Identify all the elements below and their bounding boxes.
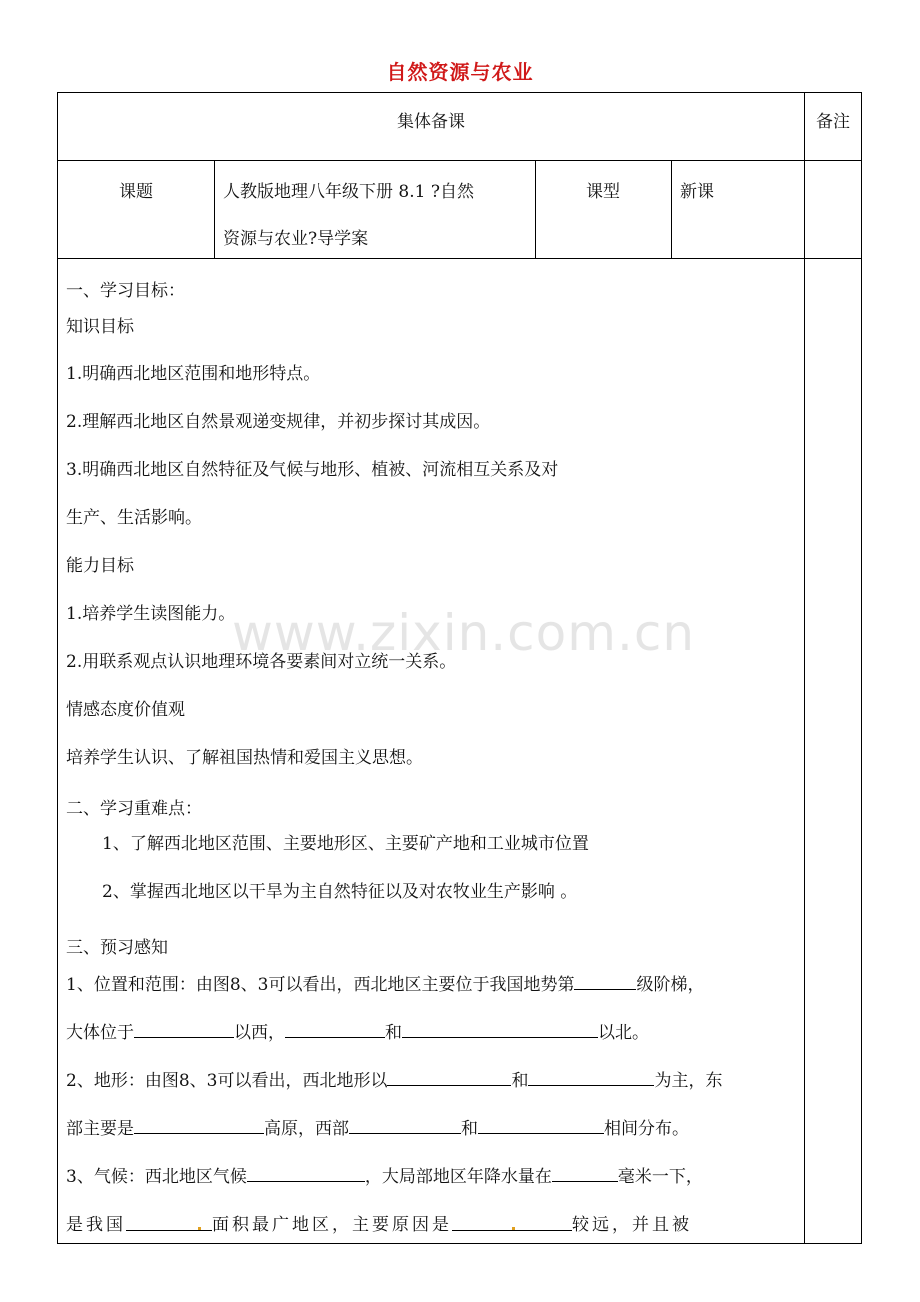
subheading: 能力目标 xyxy=(66,556,134,576)
objective-item: 2.用联系观点认识地理环境各要素间对立统一关系。 xyxy=(66,652,457,672)
text-fragment: 面积最广地区，主要原因是 xyxy=(212,1215,452,1235)
answer-blank[interactable] xyxy=(126,1215,212,1231)
watermark: www.zixin.com.cn xyxy=(232,604,696,662)
text-fragment: 1、位置和范围：由图8、3可以看出，西北地区主要位于我国地势第 xyxy=(66,975,575,995)
key-point-item: 1、了解西北地区范围、主要地形区、主要矿产地和工业城市位置 xyxy=(102,834,589,854)
text-fragment: 2、地形：由图8、3可以看出，西北地形以 xyxy=(66,1071,388,1091)
answer-blank[interactable] xyxy=(285,1022,385,1038)
topic-value-line1: 人教版地理八年级下册 8.1 ?自然 xyxy=(223,182,474,202)
text-fragment: ，大局部地区年降水量在 xyxy=(364,1167,552,1187)
column-divider xyxy=(671,160,672,258)
marker-dot xyxy=(198,1227,201,1230)
objective-item-cont: 生产、生活影响。 xyxy=(66,508,202,528)
subheading: 知识目标 xyxy=(66,317,134,337)
notes-column-divider xyxy=(804,93,805,1243)
text-fragment: 毫米一下， xyxy=(617,1167,703,1187)
text-fragment: 是我国 xyxy=(66,1215,126,1235)
type-label: 课型 xyxy=(586,182,620,202)
text-fragment: 以北。 xyxy=(598,1023,649,1043)
subheading: 情感态度价值观 xyxy=(66,700,185,720)
answer-blank[interactable] xyxy=(349,1118,461,1134)
answer-blank[interactable] xyxy=(402,1022,598,1038)
section-heading: 一、学习目标： xyxy=(66,281,185,301)
type-value: 新课 xyxy=(680,182,714,202)
collective-header: 集体备课 xyxy=(397,112,465,132)
objective-item: 3.明确西北地区自然特征及气候与地形、植被、河流相互关系及对 xyxy=(66,460,559,480)
text-fragment: 和 xyxy=(385,1023,402,1043)
key-point-item: 2、掌握西北地区以干旱为主自然特征以及对农牧业生产影响 。 xyxy=(102,882,578,902)
text-fragment: 3、气候：西北地区气候 xyxy=(66,1167,247,1187)
text-fragment: 相间分布。 xyxy=(604,1119,689,1139)
answer-blank[interactable] xyxy=(478,1118,604,1134)
answer-blank[interactable] xyxy=(452,1215,572,1231)
page-title: 自然资源与农业 xyxy=(386,60,534,84)
text-fragment: 以西， xyxy=(234,1023,285,1043)
fill-in-line xyxy=(66,1162,703,1187)
objective-item: 2.理解西北地区自然景观递变规律，并初步探讨其成因。 xyxy=(66,412,491,432)
text-fragment: 和 xyxy=(511,1071,529,1091)
fill-in-line xyxy=(66,1210,692,1235)
answer-blank[interactable] xyxy=(247,1166,365,1182)
section-heading: 二、学习重难点： xyxy=(66,799,202,819)
fill-in-line xyxy=(66,1018,649,1043)
fill-in-line xyxy=(66,1066,722,1091)
column-divider xyxy=(535,160,536,258)
row-divider xyxy=(58,160,861,161)
text-fragment: 部主要是 xyxy=(66,1119,134,1139)
answer-blank[interactable] xyxy=(552,1166,618,1182)
notes-header: 备注 xyxy=(816,112,850,132)
fill-in-line xyxy=(66,1114,689,1139)
text-fragment: 级阶梯， xyxy=(636,975,705,995)
answer-blank[interactable] xyxy=(528,1070,654,1086)
text-fragment: 为主，东 xyxy=(654,1071,723,1091)
topic-label: 课题 xyxy=(119,182,153,202)
objective-item: 1.明确西北地区范围和地形特点。 xyxy=(66,364,321,384)
answer-blank[interactable] xyxy=(574,974,636,990)
text-fragment: 高原，西部 xyxy=(264,1119,349,1139)
answer-blank[interactable] xyxy=(134,1022,234,1038)
marker-dot xyxy=(512,1227,515,1230)
answer-blank[interactable] xyxy=(387,1070,511,1086)
fill-in-line xyxy=(66,970,704,995)
objective-item: 培养学生认识、了解祖国热情和爱国主义思想。 xyxy=(66,748,423,768)
answer-blank[interactable] xyxy=(134,1118,264,1134)
text-fragment: 大体位于 xyxy=(66,1023,134,1043)
objective-item: 1.培养学生读图能力。 xyxy=(66,604,236,624)
section-heading: 三、预习感知 xyxy=(66,938,168,958)
column-divider xyxy=(214,160,215,258)
text-fragment: 较远，并且被 xyxy=(572,1215,692,1235)
topic-value-line2: 资源与农业?导学案 xyxy=(223,229,369,249)
text-fragment: 和 xyxy=(461,1119,478,1139)
row-divider xyxy=(58,258,861,259)
